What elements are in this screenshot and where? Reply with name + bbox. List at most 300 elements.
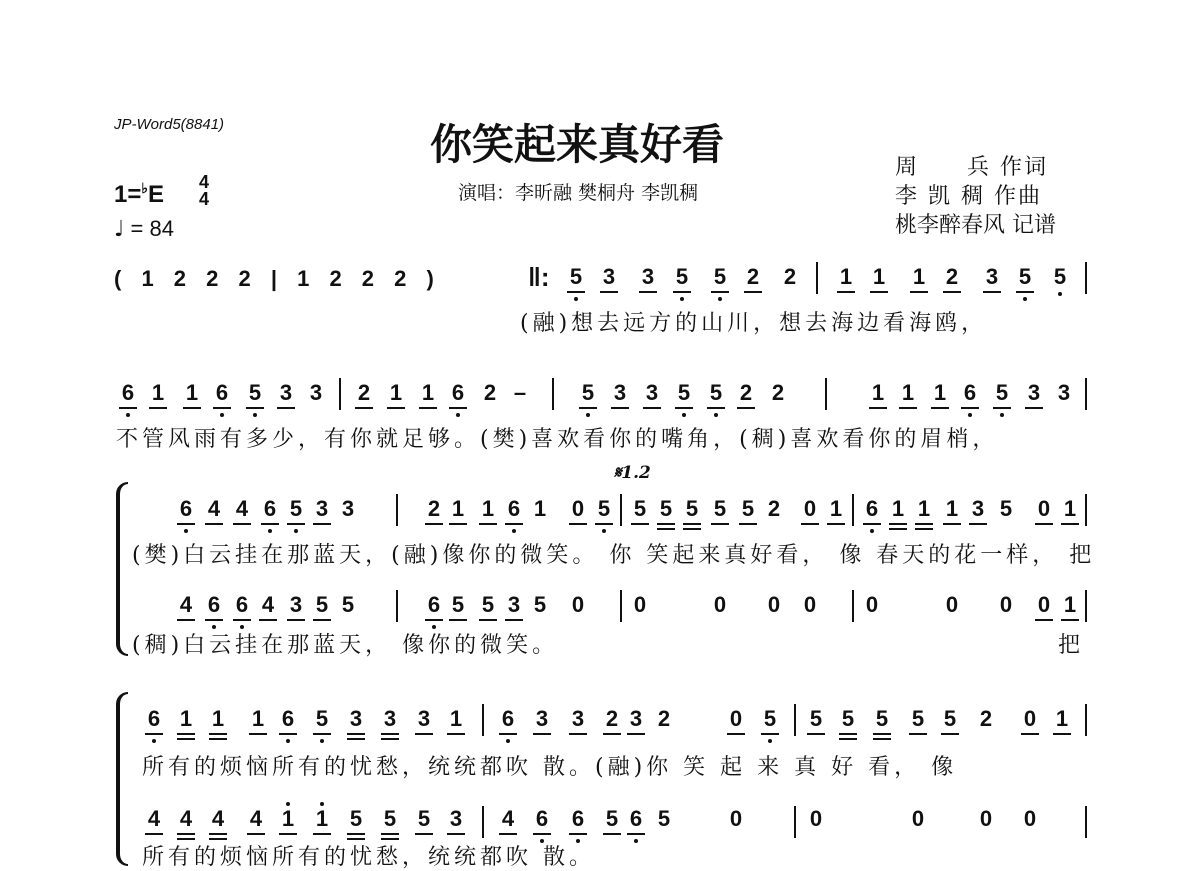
barline <box>552 378 554 410</box>
underline-beam <box>259 619 277 621</box>
singers-credit: 演唱：李昕融 樊桐舟 李凯稠 <box>458 182 699 204</box>
note: 1 <box>449 706 463 731</box>
underline-beam <box>246 407 264 409</box>
note: 6 <box>427 592 441 617</box>
octave-dot <box>253 413 257 417</box>
underline-beam <box>209 833 227 835</box>
underline-beam <box>425 523 443 525</box>
underline-beam <box>627 833 645 835</box>
lyrics-line-6: 所有的烦恼所有的忧愁，统统都吹 散。 <box>142 845 595 870</box>
underline-beam <box>145 833 163 835</box>
note: 1 <box>1055 706 1069 731</box>
underline-beam <box>711 523 729 525</box>
octave-dot <box>184 529 188 533</box>
underline-beam <box>313 733 331 735</box>
note: 6 <box>963 380 977 405</box>
underline-beam <box>149 407 167 409</box>
octave-dot <box>152 739 156 743</box>
octave-dot <box>1023 297 1027 301</box>
underline-beam <box>381 733 399 735</box>
underline-beam <box>579 407 597 409</box>
underline-beam <box>313 833 331 835</box>
underline-beam <box>177 523 195 525</box>
note: 5 <box>1018 264 1032 289</box>
underline-beam <box>415 733 433 735</box>
note: 5 <box>677 380 691 405</box>
note: 2 <box>945 264 959 289</box>
software-label: JP-Word5(8841) <box>114 116 225 133</box>
key-signature: 1=♭E <box>114 180 164 208</box>
note: 5 <box>763 706 777 731</box>
underline-beam <box>943 291 961 293</box>
octave-dot <box>456 413 460 417</box>
note: 6 <box>215 380 229 405</box>
note: 6 <box>535 806 549 831</box>
note: – <box>513 380 527 405</box>
note: 3 <box>602 264 616 289</box>
underline-beam <box>683 528 701 530</box>
underline-beam <box>595 523 613 525</box>
barline <box>794 704 796 736</box>
note: 0 <box>1037 592 1051 617</box>
octave-dot <box>714 413 718 417</box>
note: 4 <box>501 806 515 831</box>
note: 5 <box>633 496 647 521</box>
underline-beam <box>381 833 399 835</box>
note: 1 <box>917 496 931 521</box>
underline-beam <box>1025 407 1043 409</box>
note: 1 <box>389 380 403 405</box>
note: 1 <box>315 806 329 831</box>
octave-dot <box>294 529 298 533</box>
note: 3 <box>535 706 549 731</box>
underline-beam <box>177 738 195 740</box>
underline-beam <box>213 407 231 409</box>
underline-beam <box>839 733 857 735</box>
underline-beam <box>827 523 845 525</box>
note: 6 <box>207 592 221 617</box>
underline-beam <box>899 407 917 409</box>
note: 5 <box>349 806 363 831</box>
octave-dot <box>682 413 686 417</box>
underline-beam <box>711 291 729 293</box>
octave-dot <box>602 529 606 533</box>
underline-beam <box>415 833 433 835</box>
underline-beam <box>983 291 1001 293</box>
note: 1 <box>871 380 885 405</box>
note: 6 <box>629 806 643 831</box>
note: 6 <box>501 706 515 731</box>
note: 1 <box>933 380 947 405</box>
note: 5 <box>417 806 431 831</box>
note: 1 <box>185 380 199 405</box>
note: 5 <box>709 380 723 405</box>
underline-beam <box>247 833 265 835</box>
underline-beam <box>873 738 891 740</box>
note: 4 <box>179 592 193 617</box>
octave-dot <box>268 529 272 533</box>
note: 1 <box>891 496 905 521</box>
octave-dot <box>1058 292 1062 296</box>
note: 0 <box>767 592 781 617</box>
octave-dot <box>512 529 516 533</box>
note: 3 <box>349 706 363 731</box>
underline-beam <box>1035 619 1053 621</box>
underline-beam <box>837 291 855 293</box>
note: 3 <box>629 706 643 731</box>
note: 0 <box>571 592 585 617</box>
segno-mark: 𝄋1.2 <box>614 463 651 483</box>
note: 5 <box>659 496 673 521</box>
underline-beam <box>969 523 987 525</box>
underline-beam <box>1016 291 1034 293</box>
underline-beam <box>205 619 223 621</box>
time-signature: 4 4 <box>199 172 210 209</box>
underline-beam <box>277 407 295 409</box>
note: 3 <box>985 264 999 289</box>
underline-beam <box>931 407 949 409</box>
underline-beam <box>567 291 585 293</box>
underline-beam <box>355 407 373 409</box>
note: 5 <box>315 592 329 617</box>
underline-beam <box>870 291 888 293</box>
underline-beam <box>449 619 467 621</box>
octave-dot <box>586 413 590 417</box>
underline-beam <box>279 833 297 835</box>
note: 1 <box>179 706 193 731</box>
underline-beam <box>505 523 523 525</box>
note: 3 <box>309 380 323 405</box>
barline <box>794 806 796 838</box>
note: 5 <box>581 380 595 405</box>
underline-beam <box>744 291 762 293</box>
note: 5 <box>875 706 889 731</box>
note: 3 <box>449 806 463 831</box>
note: 3 <box>279 380 293 405</box>
note: 5 <box>569 264 583 289</box>
octave-dot <box>286 802 290 806</box>
underline-beam <box>889 523 907 525</box>
underline-beam <box>807 733 825 735</box>
barline <box>852 494 854 526</box>
underline-beam <box>119 407 137 409</box>
note: 5 <box>533 592 547 617</box>
note: 0 <box>1023 706 1037 731</box>
note: 5 <box>943 706 957 731</box>
underline-beam <box>449 407 467 409</box>
underline-beam <box>233 523 251 525</box>
note: 1 <box>945 496 959 521</box>
underline-beam <box>627 733 645 735</box>
barline <box>620 590 622 622</box>
underline-beam <box>347 733 365 735</box>
note: 2 <box>979 706 993 731</box>
note: 0 <box>633 592 647 617</box>
note: 0 <box>911 806 925 831</box>
underline-beam <box>657 523 675 525</box>
intro-measures: ( 1 2 2 2 | 1 2 2 2 ) <box>114 266 434 291</box>
underline-beam <box>499 733 517 735</box>
note: 2 <box>771 380 785 405</box>
underline-beam <box>941 733 959 735</box>
note: 3 <box>289 592 303 617</box>
underline-beam <box>1035 523 1053 525</box>
underline-beam <box>657 528 675 530</box>
underline-beam <box>737 407 755 409</box>
barline <box>1085 262 1087 294</box>
note: 5 <box>999 496 1013 521</box>
underline-beam <box>639 291 657 293</box>
underline-beam <box>447 733 465 735</box>
note: 0 <box>945 592 959 617</box>
underline-beam <box>569 833 587 835</box>
note: 1 <box>912 264 926 289</box>
underline-beam <box>600 291 618 293</box>
underline-beam <box>205 523 223 525</box>
note: 1 <box>151 380 165 405</box>
barline <box>482 806 484 838</box>
underline-beam <box>673 291 691 293</box>
note: 2 <box>357 380 371 405</box>
note: 6 <box>281 706 295 731</box>
underline-beam <box>177 733 195 735</box>
barline <box>339 378 341 410</box>
tempo-marking: ♩ = 84 <box>114 216 174 242</box>
underline-beam <box>287 619 305 621</box>
octave-dot <box>320 739 324 743</box>
underline-beam <box>347 833 365 835</box>
note: 0 <box>1023 806 1037 831</box>
note: 3 <box>971 496 985 521</box>
octave-dot <box>1000 413 1004 417</box>
note: 4 <box>235 496 249 521</box>
note: 4 <box>207 496 221 521</box>
underline-beam <box>603 733 621 735</box>
note: 5 <box>911 706 925 731</box>
underline-beam <box>603 833 621 835</box>
note: 0 <box>979 806 993 831</box>
octave-dot <box>768 739 772 743</box>
note: 1 <box>1063 496 1077 521</box>
note: 5 <box>995 380 1009 405</box>
page-title: 你笑起来真好看 <box>430 120 725 169</box>
underline-beam <box>739 523 757 525</box>
note: 4 <box>147 806 161 831</box>
underline-beam <box>889 528 907 530</box>
underline-beam <box>801 523 819 525</box>
note: 2 <box>605 706 619 731</box>
lyrics-line-5: 所有的烦恼所有的忧愁，统统都吹 散。(融)你 笑 起 来 真 好 看， 像 <box>142 755 958 780</box>
note: 1 <box>829 496 843 521</box>
note: 0 <box>571 496 585 521</box>
note: 5 <box>741 496 755 521</box>
note: 0 <box>809 806 823 831</box>
underline-beam <box>675 407 693 409</box>
note: 5 <box>675 264 689 289</box>
barline <box>1085 806 1087 838</box>
note: 5 <box>289 496 303 521</box>
note: 1 <box>533 496 547 521</box>
note: 5 <box>841 706 855 731</box>
note: 6 <box>865 496 879 521</box>
note: 2 <box>483 380 497 405</box>
note: 3 <box>383 706 397 731</box>
underline-beam <box>209 738 227 740</box>
note: 0 <box>803 592 817 617</box>
note: 5 <box>1053 264 1067 289</box>
underline-beam <box>643 407 661 409</box>
note: 2 <box>767 496 781 521</box>
underline-beam <box>909 733 927 735</box>
note: 5 <box>315 706 329 731</box>
note: 6 <box>147 706 161 731</box>
underline-beam <box>761 733 779 735</box>
barline <box>482 704 484 736</box>
note: 4 <box>179 806 193 831</box>
underline-beam <box>839 738 857 740</box>
underline-beam <box>1061 619 1079 621</box>
note: 0 <box>729 706 743 731</box>
note: 5 <box>341 592 355 617</box>
underline-beam <box>449 523 467 525</box>
underline-beam <box>943 523 961 525</box>
lyricist-credit: 周 兵 作词 <box>895 155 1048 180</box>
underline-beam <box>347 738 365 740</box>
underline-beam <box>727 733 745 735</box>
underline-beam <box>569 523 587 525</box>
octave-dot <box>968 413 972 417</box>
underline-beam <box>479 619 497 621</box>
note: 0 <box>713 592 727 617</box>
underline-beam <box>533 833 551 835</box>
underline-beam <box>1053 733 1071 735</box>
lyrics-line-4: (稠)白云挂在那蓝天， 像你的微笑。 <box>132 633 559 658</box>
note: 1 <box>251 706 265 731</box>
underline-beam <box>419 407 437 409</box>
underline-beam <box>611 407 629 409</box>
underline-beam <box>177 619 195 621</box>
note: 5 <box>605 806 619 831</box>
transcriber-credit: 桃李醉春风 记谱 <box>895 213 1056 238</box>
underline-beam <box>533 733 551 735</box>
note: 5 <box>451 592 465 617</box>
note: 1 <box>481 496 495 521</box>
note: 5 <box>713 496 727 521</box>
quarter-note-icon: ♩ <box>114 217 125 242</box>
note: 1 <box>281 806 295 831</box>
note: 0 <box>729 806 743 831</box>
note: 1 <box>901 380 915 405</box>
barline <box>1085 590 1087 622</box>
note: 3 <box>1027 380 1041 405</box>
underline-beam <box>287 523 305 525</box>
underline-beam <box>313 619 331 621</box>
composer-credit: 李 凯 稠 作曲 <box>895 184 1042 209</box>
underline-beam <box>209 733 227 735</box>
underline-beam <box>569 733 587 735</box>
underline-beam <box>869 407 887 409</box>
note: 3 <box>417 706 431 731</box>
note: 6 <box>507 496 521 521</box>
note: 1 <box>839 264 853 289</box>
lyrics-line-1: (融)想去远方的山川，想去海边看海鸥， <box>520 311 988 336</box>
octave-dot <box>718 297 722 301</box>
octave-dot <box>634 839 638 843</box>
underline-beam <box>425 619 443 621</box>
barline <box>1085 704 1087 736</box>
underline-beam <box>261 523 279 525</box>
note: 1 <box>211 706 225 731</box>
repeat-start-sign: ‖: <box>528 262 550 292</box>
note: 6 <box>263 496 277 521</box>
barline <box>396 590 398 622</box>
underline-beam <box>387 407 405 409</box>
lyrics-line-4-end: 把 <box>1058 633 1085 658</box>
note: 6 <box>451 380 465 405</box>
underline-beam <box>863 523 881 525</box>
note: 3 <box>507 592 521 617</box>
note: 0 <box>999 592 1013 617</box>
barline <box>825 378 827 410</box>
underline-beam <box>279 733 297 735</box>
octave-dot <box>574 297 578 301</box>
underline-beam <box>1021 733 1039 735</box>
note: 1 <box>421 380 435 405</box>
note: 6 <box>235 592 249 617</box>
note: 5 <box>657 806 671 831</box>
note: 5 <box>597 496 611 521</box>
system-bracket <box>116 692 128 866</box>
underline-beam <box>915 523 933 525</box>
octave-dot <box>506 739 510 743</box>
underline-beam <box>447 833 465 835</box>
underline-beam <box>961 407 979 409</box>
barline <box>620 494 622 526</box>
note: 3 <box>1057 380 1071 405</box>
underline-beam <box>233 619 251 621</box>
note: 5 <box>685 496 699 521</box>
underline-beam <box>683 523 701 525</box>
lyrics-line-3: (樊)白云挂在那蓝天，(融)像你的微笑。 你 笑起来真好看， 像 春天的花一样， 把 <box>132 543 1096 568</box>
barline <box>396 494 398 526</box>
note: 3 <box>341 496 355 521</box>
note: 3 <box>645 380 659 405</box>
note: 5 <box>248 380 262 405</box>
note: 6 <box>121 380 135 405</box>
system-bracket <box>116 482 128 656</box>
underline-beam <box>145 733 163 735</box>
underline-beam <box>993 407 1011 409</box>
note: 4 <box>249 806 263 831</box>
note: 2 <box>427 496 441 521</box>
note: 1 <box>1063 592 1077 617</box>
barline <box>816 262 818 294</box>
octave-dot <box>286 739 290 743</box>
barline <box>1085 494 1087 526</box>
octave-dot <box>220 413 224 417</box>
note: 6 <box>179 496 193 521</box>
note: 5 <box>481 592 495 617</box>
underline-beam <box>631 523 649 525</box>
note: 2 <box>657 706 671 731</box>
underline-beam <box>499 833 517 835</box>
underline-beam <box>1061 523 1079 525</box>
note: 1 <box>451 496 465 521</box>
note: 6 <box>571 806 585 831</box>
underline-beam <box>505 619 523 621</box>
note: 0 <box>865 592 879 617</box>
underline-beam <box>313 523 331 525</box>
